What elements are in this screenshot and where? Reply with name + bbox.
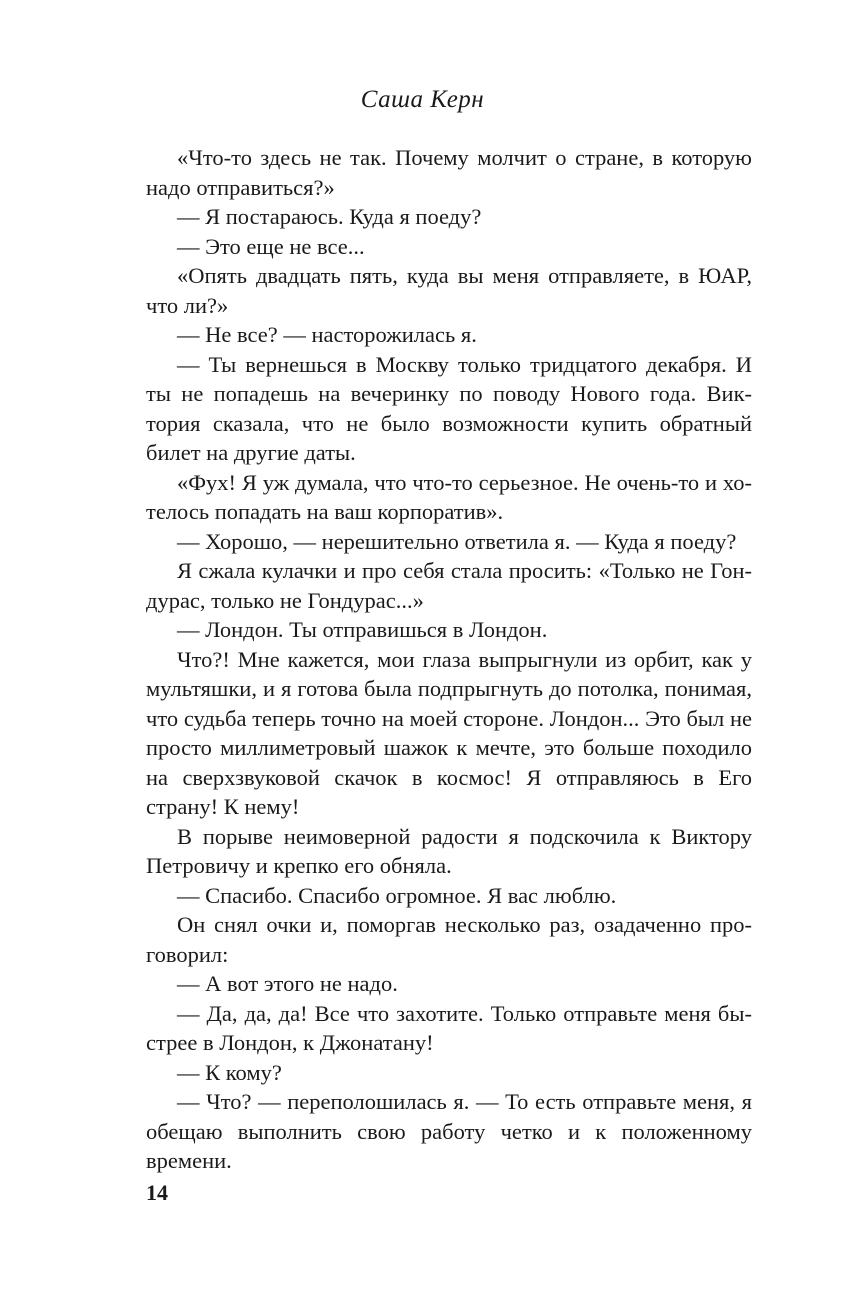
paragraph: «Что-то здесь не так. Почему молчит о стране, в которую надо отправиться?» xyxy=(146,145,752,200)
paragraph: Я сжала кулачки и про себя стала просить: «Только не Гондурас, только не Гондурас...» xyxy=(146,558,752,613)
paragraph: — Не все? — насторожилась я. xyxy=(177,322,477,347)
running-header-author: Саша Керн xyxy=(360,86,485,113)
body-text xyxy=(146,143,752,1176)
paragraph: — Это еще не все... xyxy=(177,233,365,259)
paragraph: — Ты вернешься в Москву только тридцатого декабря. И ты не попадешь на вечеринку по поводу Нового года. Виктория сказала, что не было возможности купить обратный билет на другие даты. xyxy=(146,351,752,465)
paragraph: — Да, да, да! Все что захотите. Только отправьте меня быстрее в Лондон, к Джонатану! xyxy=(146,1000,752,1055)
paragraph: «Опять двадцать пять, куда вы меня отправляете, в ЮАР, что ли?» xyxy=(146,263,752,318)
paragraph: Он снял очки и, поморгав несколько раз, озадаченно проговорил: xyxy=(146,912,752,967)
paragraph: «Фух! Я уж думала, что что-то серьезное. Не очень-то и хотелось попадать на ваш корпоратив». xyxy=(146,469,752,524)
paragraph: — Спасибо. Спасибо огромное. Я вас люблю. xyxy=(177,882,617,908)
page-number: 14 xyxy=(146,1180,168,1205)
paragraph: — Что? — переполошилась я. — То есть отправьте меня, я обещаю выполнить свою работу четко и к положенному времени. xyxy=(146,1089,752,1173)
paragraph: — Лондон. Ты отправишься в Лондон. xyxy=(177,617,548,642)
paragraph: Что?! Мне кажется, мои глаза выпрыгнули из орбит, как у мультяшки, и я готова была подпрыгнуть до потолка, понимая, что судьба теперь точно на моей стороне. Лондон... Это был не просто миллиметровый шажок к мечте, это больше походило на сверхзвуковой скачок в космос! Я отправляюсь в Его страну! К нему! xyxy=(146,646,752,819)
paragraph: — Хорошо, — нерешительно ответила я. — Куда я поеду? xyxy=(177,528,737,554)
paragraph: — А вот этого не надо. xyxy=(177,971,398,996)
paragraph: — К кому? xyxy=(177,1059,282,1085)
paragraph: — Я постараюсь. Куда я поеду? xyxy=(177,204,482,229)
paragraph: В порыве неимоверной радости я подскочила к Виктору Петровичу и крепко его обняла. xyxy=(146,823,752,878)
